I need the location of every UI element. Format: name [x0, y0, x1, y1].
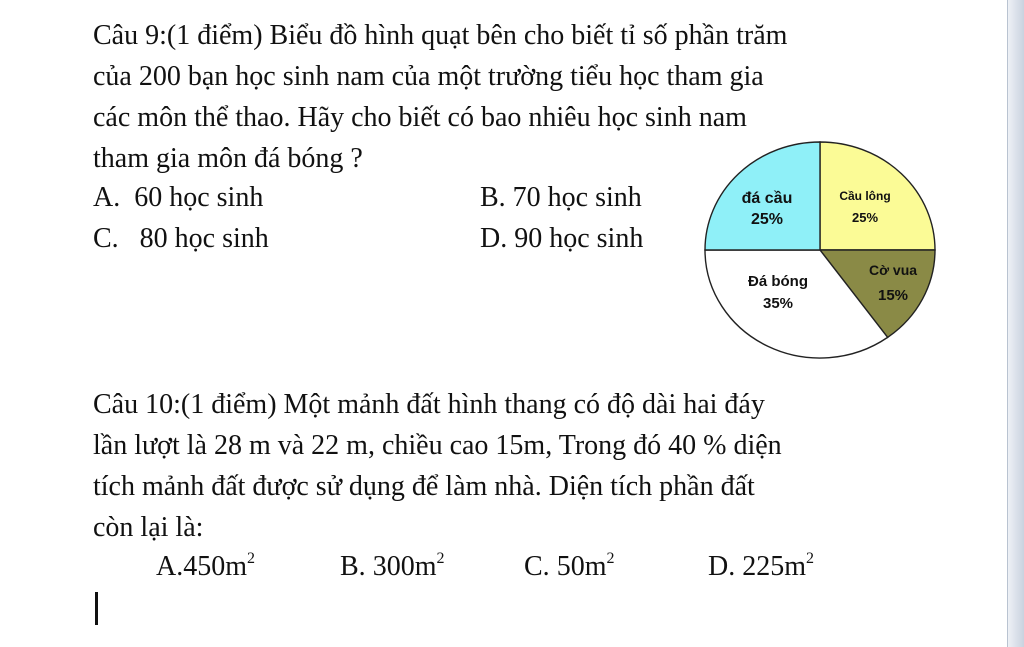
q10-option-d	[708, 550, 814, 584]
pie-label-value-1: 15%	[877, 287, 909, 304]
pie-label-name-0: Cầu lông	[839, 189, 891, 203]
pie-label-value-3: 25%	[750, 211, 784, 228]
q9-option-c: C. 80 học sinh	[93, 223, 269, 254]
q10-option-c-exp: 2	[606, 550, 615, 567]
q10-option-b-exp: 2	[436, 550, 445, 567]
q10-option-c	[524, 550, 614, 584]
pie-label-value-2: 35%	[762, 295, 794, 312]
q9-line-1: Câu 9:(1 điểm) Biểu đồ hình quạt bên cho biết tỉ số phần trăm	[93, 20, 788, 51]
q9-line-3: các môn thể thao. Hãy cho biết có bao nhiêu học sinh nam	[93, 102, 747, 133]
q10-option-c-letter: C.	[524, 551, 557, 582]
q10-option-b-letter: B.	[340, 551, 373, 582]
pie-label-name-3: đá cầu	[741, 190, 793, 207]
q10-option-a	[156, 550, 255, 584]
q10-line-4: còn lại là:	[93, 512, 204, 543]
q9-option-d: D. 90 học sinh	[480, 223, 644, 254]
q10-option-a-letter: A.	[156, 551, 184, 582]
q10-line-3: tích mảnh đất được sử dụng để làm nhà. Diện tích phần đất	[93, 471, 755, 502]
q9-line-4: tham gia môn đá bóng ?	[93, 143, 363, 174]
q10-option-d-letter: D.	[708, 551, 743, 582]
q9-option-a: A. 60 học sinh	[93, 182, 264, 213]
question-10-text	[93, 384, 782, 548]
q10-option-d-value: 225m	[742, 551, 807, 582]
q10-option-c-value: 50m	[556, 551, 607, 582]
q10-option-a-value: 450m	[183, 551, 248, 582]
pie-label-value-0: 25%	[851, 210, 879, 225]
q9-line-2: của 200 bạn học sinh nam của một trường tiểu học tham gia	[93, 61, 764, 92]
q10-option-b	[340, 550, 444, 584]
q10-option-a-exp: 2	[247, 550, 256, 567]
pie-label-name-1: Cờ vua	[868, 262, 918, 278]
q10-line-2: lần lượt là 28 m và 22 m, chiều cao 15m, Trong đó 40 % diện	[93, 430, 782, 461]
q10-option-b-value: 300m	[372, 551, 437, 582]
pie-label-name-2: Đá bóng	[748, 273, 808, 290]
q10-option-d-exp: 2	[806, 550, 815, 567]
q10-line-1: Câu 10:(1 điểm) Một mảnh đất hình thang có độ dài hai đáy	[93, 389, 765, 420]
text-cursor	[95, 592, 98, 625]
q9-option-b: B. 70 học sinh	[480, 182, 642, 213]
